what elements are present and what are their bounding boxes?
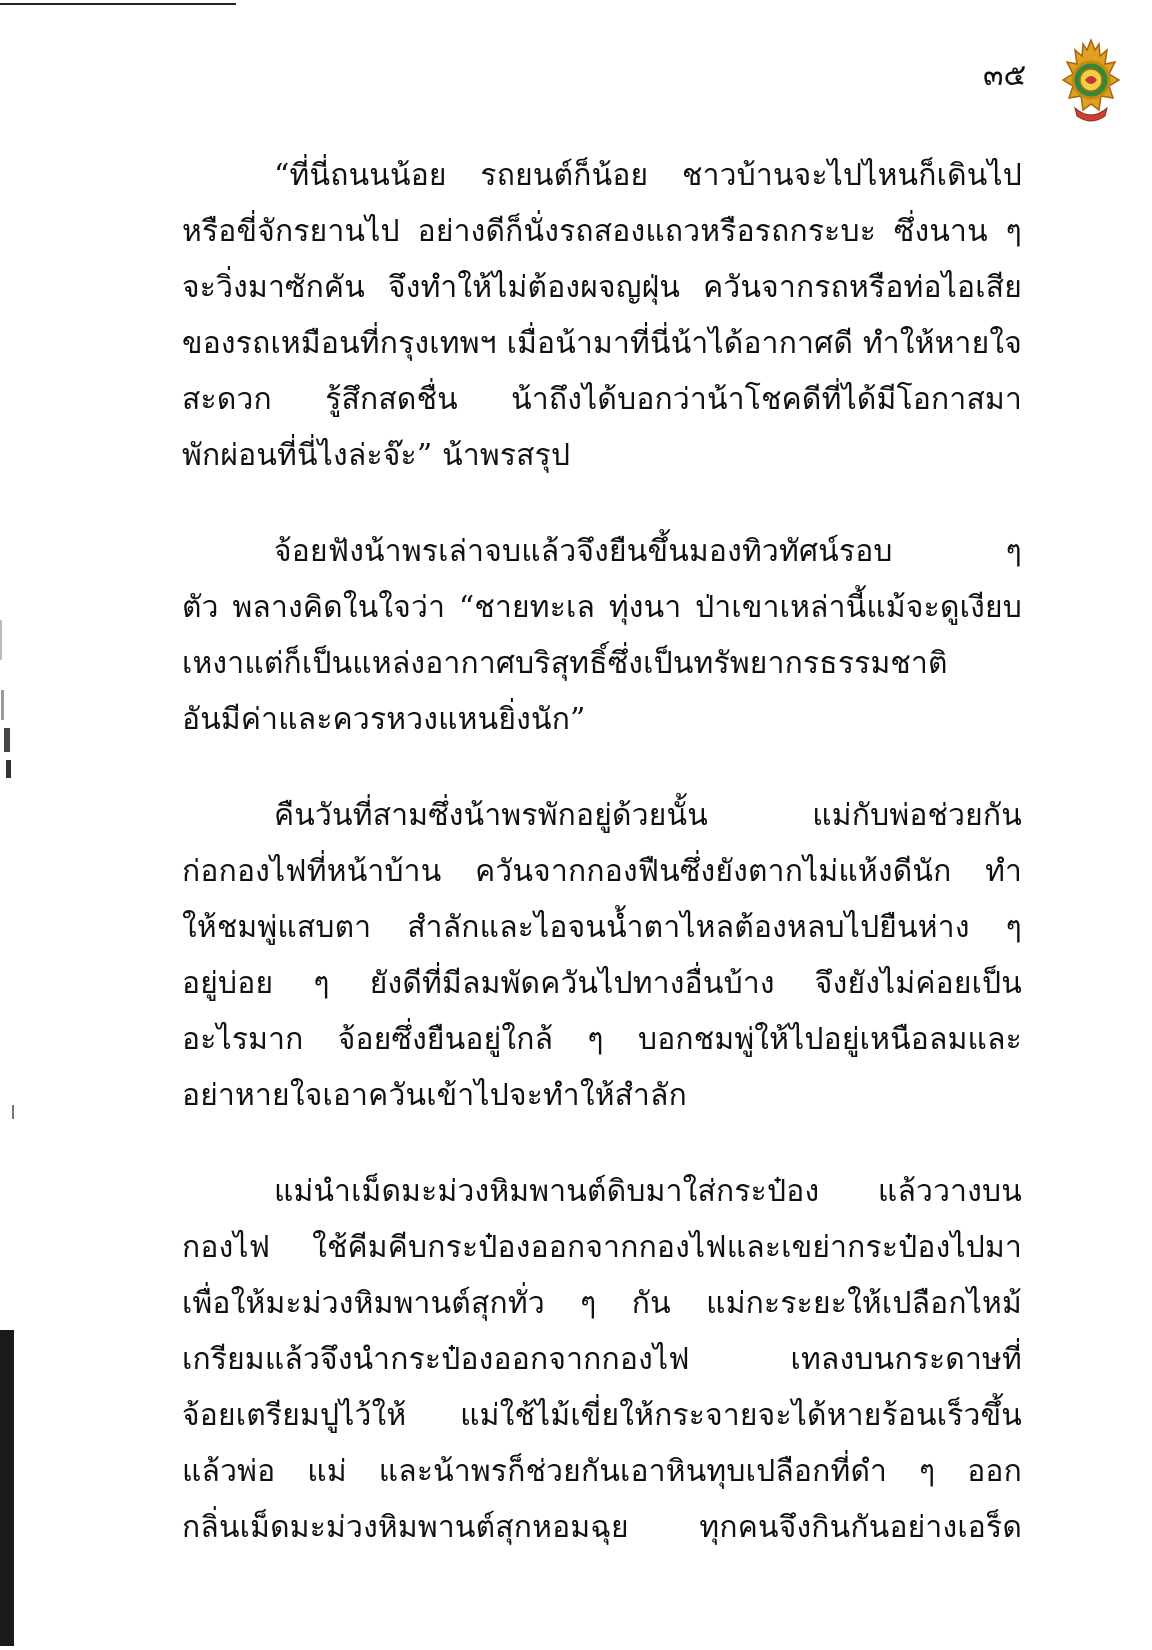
scan-edge-marks [0, 0, 16, 1646]
text-line: กลิ่นเม็ดมะม่วงหิมพานต์สุกหอมฉุย ทุกคนจึงกินกันอย่างเอร็ด [182, 1510, 1022, 1545]
text-line: กองไฟ ใช้คีมคีบกระป๋องออกจากกองไฟและเขย่ากระป๋องไปมา [182, 1230, 1022, 1265]
text-line: ตัว พลางคิดในใจว่า “ชายทะเล ทุ่งนา ป่าเขาเหล่านี้แม้จะดูเงียบ [182, 590, 1022, 625]
body-text [182, 148, 1022, 1556]
text-line: “ที่นี่ถนนน้อย รถยนต์ก็น้อย ชาวบ้านจะไปไหนก็เดินไป [274, 158, 1022, 193]
text-line: อยู่บ่อย ๆ ยังดีที่มีลมพัดควันไปทางอื่นบ้าง จึงยังไม่ค่อยเป็น [182, 966, 1022, 1001]
page-number: ๓๕ [983, 58, 1027, 93]
text-line: จะวิ่งมาซักคัน จึงทำให้ไม่ต้องผจญฝุ่น ควันจากรถหรือท่อไอเสีย [182, 270, 1022, 305]
text-line: จ้อยฟังน้าพรเล่าจบแล้วจึงยืนขึ้นมองทิวทัศน์รอบ ๆ [274, 534, 1022, 569]
text-line: พักผ่อนที่นี่ไงล่ะจ๊ะ” น้าพรสรุป [182, 438, 571, 473]
text-line: แล้วพ่อ แม่ และน้าพรก็ช่วยกันเอาหินทุบเปลือกที่ดำ ๆ ออก [182, 1454, 1022, 1489]
text-line: อย่าหายใจเอาควันเข้าไปจะทำให้สำลัก [182, 1078, 687, 1113]
text-line: คืนวันที่สามซึ่งน้าพรพักอยู่ด้วยนั้น แม่กับพ่อช่วยกัน [274, 798, 1022, 833]
text-line: เกรียมแล้วจึงนำกระป๋องออกจากกองไฟ เทลงบนกระดาษที่ [182, 1342, 1022, 1377]
text-line: อะไรมาก จ้อยซึ่งยืนอยู่ใกล้ ๆ บอกชมพู่ให้ไปอยู่เหนือลมและ [182, 1022, 1022, 1057]
text-line: จ้อยเตรียมปูไว้ให้ แม่ใช้ไม้เขี่ยให้กระจายจะได้หายร้อนเร็วขึ้น [182, 1398, 1022, 1433]
text-line: เหงาแต่ก็เป็นแหล่งอากาศบริสุทธิ์ซึ่งเป็นทรัพยากรธรรมชาติ [182, 646, 948, 681]
text-line: ก่อกองไฟที่หน้าบ้าน ควันจากกองฟืนซึ่งยังตากไม่แห้งดีนัก ทำ [182, 854, 1022, 889]
top-rule [0, 3, 236, 5]
text-line: ของรถเหมือนที่กรุงเทพฯ เมื่อน้ามาที่นี่น้าได้อากาศดี ทำให้หายใจ [182, 326, 1022, 361]
text-line: เพื่อให้มะม่วงหิมพานต์สุกทั่ว ๆ กัน แม่กะระยะให้เปลือกไหม้ [182, 1286, 1022, 1321]
text-line: ให้ชมพู่แสบตา สำลักและไอจนน้ำตาไหลต้องหลบไปยืนห่าง ๆ [182, 910, 1022, 945]
paragraph-2 [182, 524, 1022, 748]
text-line: หรือขี่จักรยานไป อย่างดีก็นั่งรถสองแถวหรือรถกระบะ ซึ่งนาน ๆ [182, 214, 1022, 249]
text-line: สะดวก รู้สึกสดชื่น น้าถึงได้บอกว่าน้าโชคดีที่ได้มีโอกาสมา [182, 382, 1022, 417]
paragraph-3 [182, 788, 1022, 1124]
text-line: อันมีค่าและควรหวงแหนยิ่งนัก” [182, 702, 586, 737]
thai-ministry-seal-icon [1055, 38, 1127, 126]
paragraph-1 [182, 148, 1022, 484]
text-line: แม่นำเม็ดมะม่วงหิมพานต์ดิบมาใส่กระป๋อง แล้ววางบน [274, 1174, 1022, 1209]
paragraph-4 [182, 1164, 1022, 1556]
